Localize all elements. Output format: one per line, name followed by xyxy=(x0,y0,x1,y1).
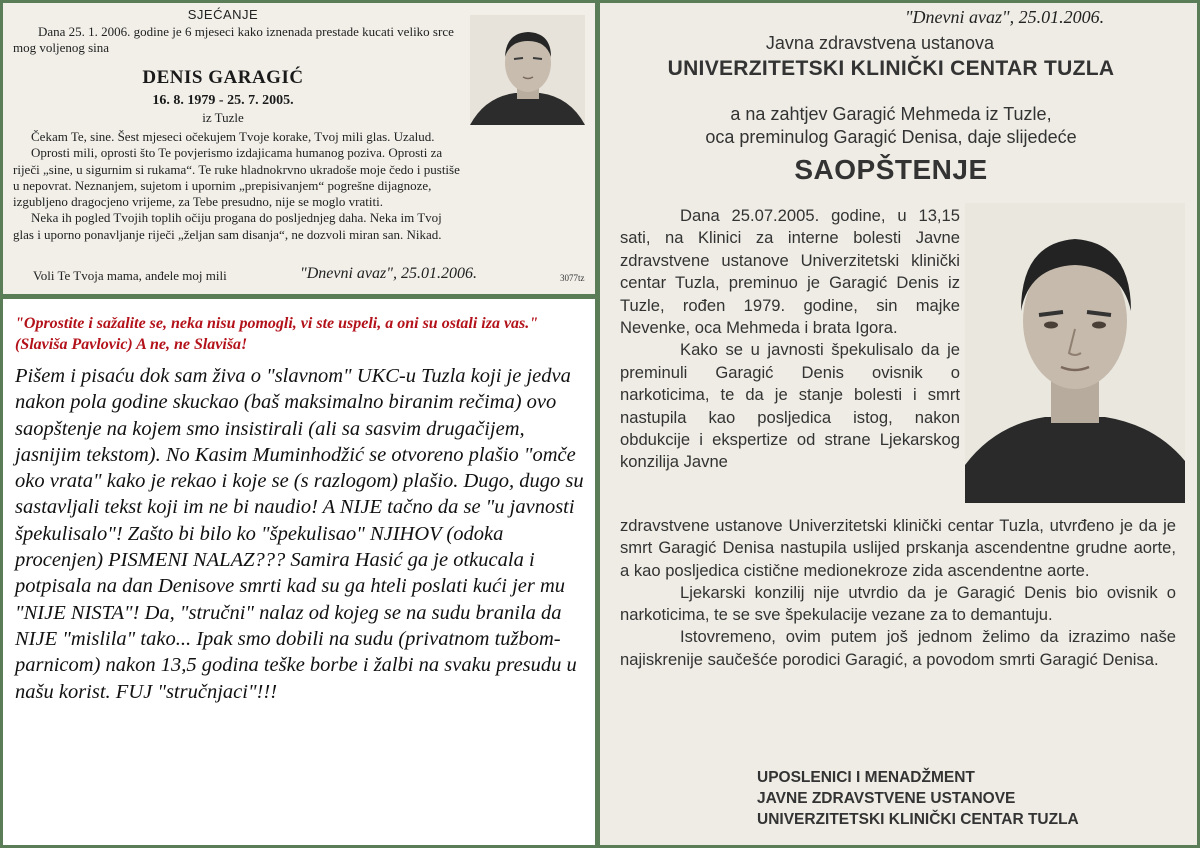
official-statement xyxy=(600,3,1197,845)
memorial-body xyxy=(13,129,463,243)
memorial-paragraph: Neka ih pogled Tvojih toplih očiju progana do posljednjeg daha. Neka im Tvoj glas i uporno ponavljanje riječi „željan sam disanja“, ne dozvoli miran san. Nikad. xyxy=(13,210,442,242)
institution-line-2: UNIVERZITETSKI KLINIČKI CENTAR TUZLA xyxy=(667,57,1115,80)
statement-top-paragraphs xyxy=(620,205,960,474)
signature-line-2: JAVNE ZDRAVSTVENE USTANOVE xyxy=(757,790,1016,807)
memorial-place: iz Tuzle xyxy=(202,110,244,125)
statement-paragraph-2-start: Kako se u javnosti špekulisalo da je preminuli Garagić Denis ovisnik o narkoticima, te da je stanje bolesti i smrt nastupila kao posljedica istog, nakon obdukcije i ekspertize od strane Ljekarskog konzilija Javne xyxy=(620,340,960,472)
institution-line-1: Javna zdravstvena ustanova xyxy=(765,33,995,53)
memorial-notice xyxy=(3,3,595,294)
statement-paragraph-1: Dana 25.07.2005. godine, u 13,15 sati, na Klinici za interne bolesti Javne zdravstvene ustanove Univerzitetski klinički centar Tuzla, preminuo je Garagić Denis iz Tuzle, rođen 1979. godine, sin majke Nevenke, oca Mehmeda i brata Igora. xyxy=(620,206,960,338)
statement-paragraph-3: Ljekarski konzilij nije utvrdio da je Garagić Denis bio ovisnik o narkoticima, te se sve špekulacije vezane za to demantuju. xyxy=(620,582,1176,625)
portrait-photo-small xyxy=(470,15,585,125)
signature-line-1: UPOSLENICI I MENADŽMENT xyxy=(757,769,975,786)
statement-paragraph-2-end: zdravstvene ustanove Univerzitetski klinički centar Tuzla, utvrđeno je da je smrt Garagić Denisa nastupila uslijed prskanja ascendentne grudne aorte, a kao posljedica cistične medionekroze zida ascendentne aorte. xyxy=(620,516,1176,580)
statement-source: "Dnevni avaz", 25.01.2006. xyxy=(905,7,1105,27)
commentary-panel xyxy=(3,299,595,845)
memorial-source: "Dnevni avaz", 25.01.2006. xyxy=(300,265,477,282)
memorial-heading: SJEĆANJE xyxy=(187,7,259,22)
commentary-body: Pišem i pisaću dok sam živa o "slavnom" UKC-u Tuzla koji je jedva nakon pola godine skuckao (baš maksimalno biranim rečima) ovo saopštenje na kojem smo insistirali (ali sa sasvim drugačijem, jasnijim tekstom). No Kasim Muminhodžić se otvoreno plašio "omče oko vrata" kako je rekao i koje se (s razlogom) plašio. Dugo, dugo su sastavljali tekst koji im ne bi naudio! A NIJE tačno da se "u javnosti špekulisalo"! Zašto bi bilo ko "špekulisao" NJIHOV (odoka procenjen) PISMENI NALAZ??? Samira Hasić ga je otkucala i potpisala na dan Denisove smrti kad su ga hteli poslati kući jer mu "NIJE NISTA"! Da, "stručni" nalaz od kojeg se na sudu branila da NIJE "mislila" tako... Ipak smo dobili na sudu (privatnom tužbom-parnicom) nakon 13,5 godina teške borbe i žalbi na svaku presudu u našu korist. FUJ "stručnjaci"!!! xyxy=(15,365,584,703)
statement-lower-paragraphs xyxy=(620,515,1176,671)
statement-paragraph-4: Istovremeno, ovim putem još jednom želimo da izrazimo naše najiskrenije saučešće porodici Garagić, a povodom smrti Garagić Denisa. xyxy=(620,627,1176,669)
commentary-quote: "Oprostite i sažalite se, neka nisu pomogli, vi ste uspeli, a oni su ostali iza vas." (Slaviša Pavlovic) A ne, ne Slaviša! xyxy=(15,315,539,353)
memorial-intro: Dana 25. 1. 2006. godine je 6 mjeseci kako iznenada prestade kucati veliko srce mog voljenog sina xyxy=(13,24,454,55)
portrait-photo-large xyxy=(965,203,1185,503)
statement-request xyxy=(600,103,1182,149)
memorial-code: 3077tz xyxy=(560,273,585,283)
memorial-signature: Voli Te Tvoja mama, anđele moj mili xyxy=(33,268,227,283)
statement-signature xyxy=(757,767,1079,830)
statement-title: SAOPŠTENJE xyxy=(794,154,988,185)
request-line-2: oca preminulog Garagić Denisa, daje slijedeće xyxy=(705,127,1077,147)
signature-line-3: UNIVERZITETSKI KLINIČKI CENTAR TUZLA xyxy=(757,811,1079,828)
memorial-paragraph: Čekam Te, sine. Šest mjeseci očekujem Tvoje korake, Tvoj mili glas. Uzalud. xyxy=(31,129,435,144)
memorial-paragraph: Oprosti mili, oprosti što Te povjerismo izdajicama humanog poziva. Oprosti za riječi „sine, u sigurnim si rukama“. Te ruke hladnokrvno ukradoše moje čedo i pustiše u nepovrat. Neznanjem, sujetom i upornim „prepisivanjem“ pogrešne dijagnoze, izgubljeno dragocjeno vrijeme, za Tebe presudno, nije se moglo vratiti. xyxy=(13,145,460,210)
request-line-1: a na zahtjev Garagić Mehmeda iz Tuzle, xyxy=(730,104,1052,124)
memorial-name: DENIS GARAGIĆ xyxy=(142,67,304,88)
memorial-dates: 16. 8. 1979 - 25. 7. 2005. xyxy=(152,93,294,108)
